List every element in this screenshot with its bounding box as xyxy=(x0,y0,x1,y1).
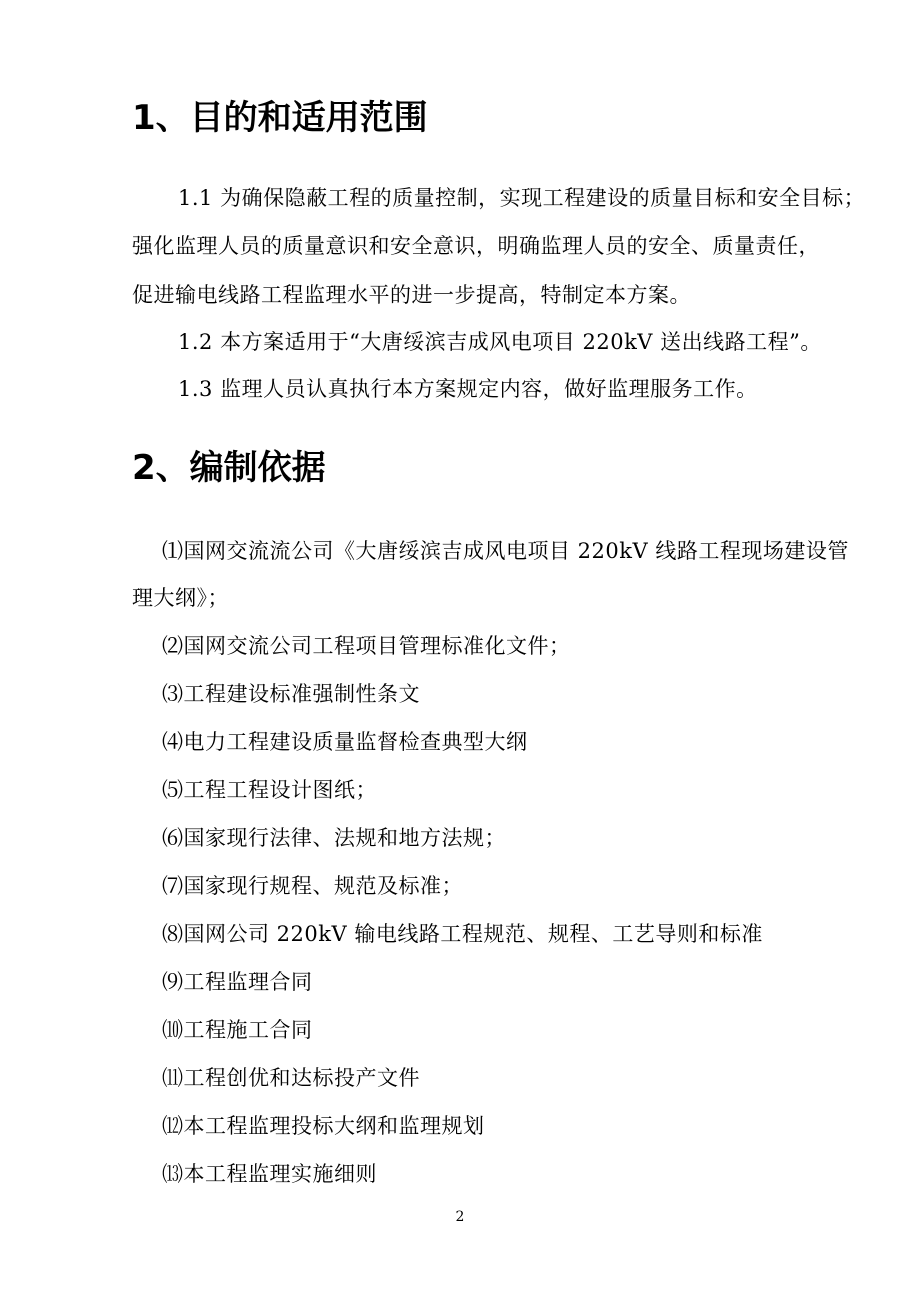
basis-item: ⒀本工程监理实施细则 xyxy=(162,1162,377,1186)
basis-item: ⑷电力工程建设质量监督检查典型大纲 xyxy=(162,730,528,754)
section-1-paragraph-2: 1.2 本方案适用于“大唐绥滨吉成风电项目 220kV 送出线路工程”。 xyxy=(178,330,822,354)
basis-item: ⑽工程施工合同 xyxy=(162,1018,313,1042)
basis-item: ⑸工程工程设计图纸； xyxy=(162,778,377,802)
section-1-paragraph-3: 1.3 监理人员认真执行本方案规定内容，做好监理服务工作。 xyxy=(178,377,758,401)
basis-item: ⑵国网交流公司工程项目管理标准化文件； xyxy=(162,634,571,658)
basis-item: ⑼工程监理合同 xyxy=(162,970,313,994)
section-1-paragraph-1-line-2: 强化监理人员的质量意识和安全意识，明确监理人员的安全、质量责任， xyxy=(132,234,820,258)
basis-item: ⑶工程建设标准强制性条文 xyxy=(162,682,420,706)
section-1-heading: 1、目的和适用范围 xyxy=(132,98,428,138)
section-1-paragraph-1-line-1: 1.1 为确保隐蔽工程的质量控制，实现工程建设的质量目标和安全目标； xyxy=(178,186,866,210)
section-2-heading: 2、编制依据 xyxy=(132,448,326,488)
basis-item-1-line-1: ⑴国网交流流公司《大唐绥滨吉成风电项目 220kV 线路工程现场建设管 xyxy=(162,539,849,563)
basis-item: ⑺国家现行规程、规范及标准； xyxy=(162,874,463,898)
basis-item: ⑹国家现行法律、法规和地方法规； xyxy=(162,826,506,850)
basis-item-1-line-2: 理大纲》； xyxy=(132,586,229,610)
basis-item: ⑾工程创优和达标投产文件 xyxy=(162,1066,420,1090)
basis-item: ⑿本工程监理投标大纲和监理规划 xyxy=(162,1114,485,1138)
section-1-paragraph-1-line-3: 促进输电线路工程监理水平的进一步提高，特制定本方案。 xyxy=(132,283,691,307)
basis-item: ⑻国网公司 220kV 输电线路工程规范、规程、工艺导则和标准 xyxy=(162,922,763,946)
page-number: 2 xyxy=(455,1209,465,1225)
